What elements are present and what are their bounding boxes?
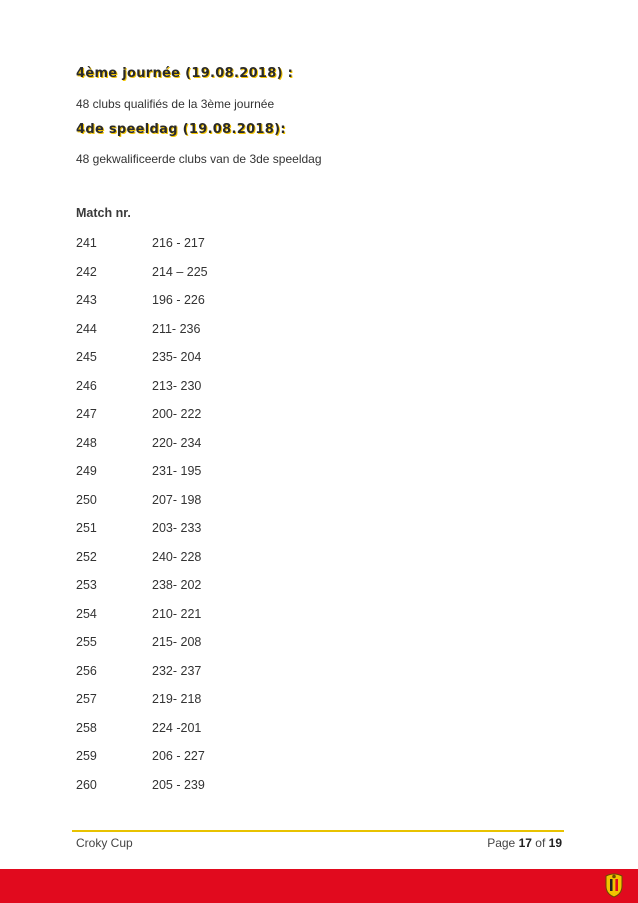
match-pairing: 224 -201 (152, 720, 202, 735)
match-row (76, 493, 376, 522)
page-total: 19 (548, 836, 562, 850)
belgian-football-crest-icon (604, 872, 624, 898)
match-pairing: 203- 233 (152, 521, 202, 535)
footer-red-band (0, 869, 638, 903)
match-pairing: 240- 228 (152, 549, 202, 564)
match-number: 256 (76, 663, 97, 678)
subtext-french: 48 clubs qualifiés de la 3ème journée (76, 97, 275, 111)
match-row (76, 721, 376, 750)
match-number: 255 (76, 635, 97, 649)
match-row (76, 778, 376, 807)
page-number (487, 836, 562, 850)
match-number: 243 (76, 293, 97, 307)
match-number: 252 (76, 549, 97, 564)
match-number: 244 (76, 321, 97, 336)
match-number: 258 (76, 720, 97, 735)
match-row (76, 521, 376, 550)
match-pairing: 219- 218 (152, 692, 202, 706)
page-current: 17 (518, 836, 532, 850)
match-row (76, 350, 376, 379)
match-pairing: 213- 230 (152, 378, 202, 393)
match-row (76, 293, 376, 322)
match-pairing: 207- 198 (152, 492, 202, 507)
match-pairing: 231- 195 (152, 464, 202, 478)
match-pairing: 211- 236 (152, 321, 201, 336)
heading-dutch: 4de speeldag (19.08.2018): (76, 122, 286, 137)
match-number: 246 (76, 378, 97, 393)
footer-divider (72, 830, 564, 832)
match-pairing: 238- 202 (152, 578, 202, 592)
page-prefix: Page (487, 836, 516, 850)
match-pairing: 235- 204 (152, 350, 202, 364)
match-number: 254 (76, 606, 97, 621)
match-row (76, 407, 376, 436)
match-list (76, 236, 376, 806)
match-row (76, 578, 376, 607)
match-number: 248 (76, 435, 97, 450)
match-pairing: 205 - 239 (152, 777, 205, 792)
match-pairing: 216 - 217 (152, 236, 205, 250)
match-pairing: 196 - 226 (152, 293, 205, 307)
match-row (76, 236, 376, 265)
match-row (76, 692, 376, 721)
match-number: 259 (76, 749, 97, 763)
match-row (76, 379, 376, 408)
match-row (76, 265, 376, 294)
match-pairing: 220- 234 (152, 435, 202, 450)
match-number: 251 (76, 521, 97, 535)
match-number: 245 (76, 350, 97, 364)
match-number: 247 (76, 407, 97, 421)
match-pairing: 200- 222 (152, 407, 202, 421)
match-row (76, 635, 376, 664)
match-pairing: 210- 221 (152, 606, 202, 621)
match-pairing: 206 - 227 (152, 749, 205, 763)
match-pairing: 215- 208 (152, 635, 202, 649)
match-row (76, 607, 376, 636)
match-row (76, 322, 376, 351)
match-row (76, 436, 376, 465)
match-pairing: 214 – 225 (152, 264, 208, 279)
heading-french: 4ème journée (19.08.2018) : (76, 66, 294, 81)
subtext-dutch: 48 gekwalificeerde clubs van de 3de speeldag (76, 152, 322, 166)
match-number: 241 (76, 236, 97, 250)
footer-title: Croky Cup (76, 836, 133, 850)
match-row (76, 749, 376, 778)
match-number-header: Match nr. (76, 206, 131, 220)
match-pairing: 232- 237 (152, 663, 202, 678)
match-number: 249 (76, 464, 97, 478)
match-row (76, 664, 376, 693)
page-of: of (535, 836, 546, 850)
match-number: 253 (76, 578, 97, 592)
match-number: 257 (76, 692, 97, 706)
match-number: 242 (76, 264, 97, 279)
match-row (76, 464, 376, 493)
match-row (76, 550, 376, 579)
match-number: 260 (76, 777, 97, 792)
match-number: 250 (76, 492, 97, 507)
